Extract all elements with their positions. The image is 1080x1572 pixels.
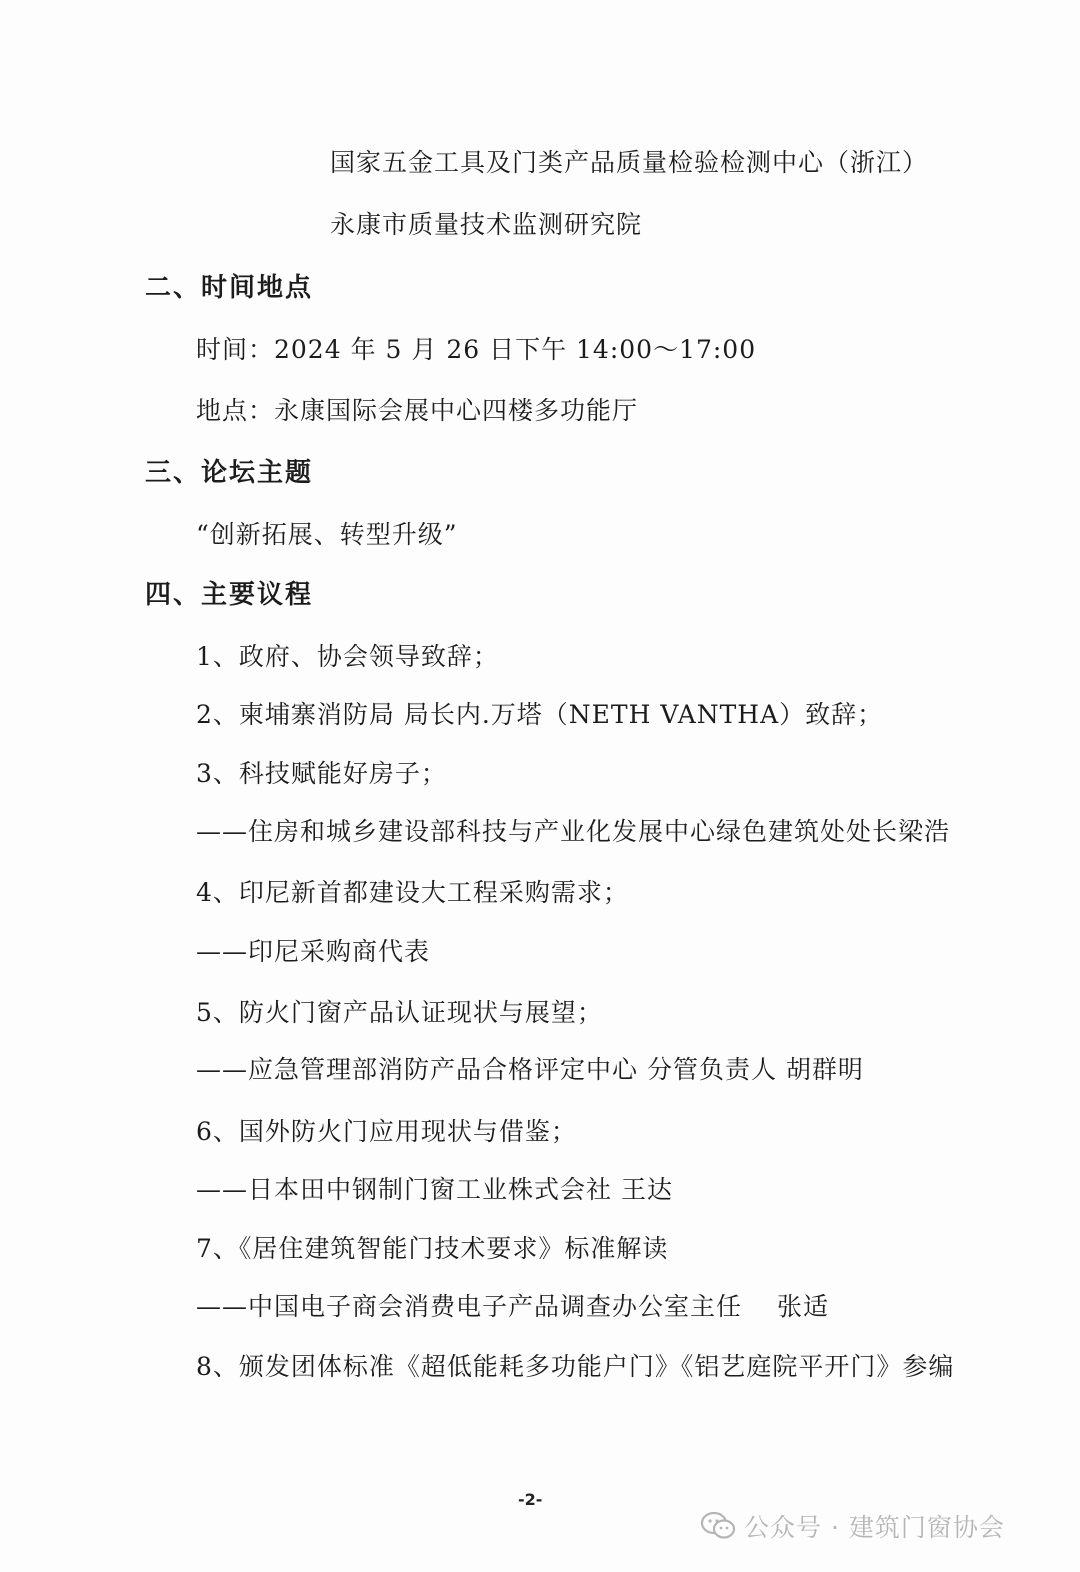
agenda-speaker: ——印尼采购商代表 <box>196 937 431 966</box>
agenda-speaker: ——住房和城乡建设部科技与产业化发展中心绿色建筑处处长梁浩 <box>196 817 951 846</box>
wechat-icon <box>700 1511 736 1541</box>
agenda-item: 6、国外防火门应用现状与借鉴； <box>196 1117 577 1146</box>
section-heading-theme: 三、论坛主题 <box>145 458 314 488</box>
agenda-item: 2、柬埔寨消防局 局长内.万塔（NETH VANTHA）致辞； <box>196 700 884 729</box>
event-place: 地点：永康国际会展中心四楼多功能厅 <box>196 396 639 425</box>
agenda-item: 7、《居住建筑智能门技术要求》标准解读 <box>196 1234 669 1263</box>
agenda-speaker: ——应急管理部消防产品合格评定中心 分管负责人 胡群明 <box>196 1055 864 1084</box>
event-time: 时间：2024 年 5 月 26 日下午 14:00～17:00 <box>196 335 757 364</box>
watermark-text: 公众号 · 建筑门窗协会 <box>744 1513 1005 1542</box>
agenda-item: 3、科技赋能好房子； <box>196 759 447 788</box>
section-heading-agenda: 四、主要议程 <box>145 580 314 610</box>
forum-theme: “创新拓展、转型升级” <box>196 520 458 549</box>
organizer-line-2: 永康市质量技术监测研究院 <box>330 210 643 239</box>
agenda-speaker: ——中国电子商会消费电子产品调查办公室主任 张适 <box>196 1292 829 1321</box>
watermark <box>700 1506 1005 1546</box>
agenda-item: 5、防火门窗产品认证现状与展望； <box>196 998 603 1027</box>
agenda-item: 8、颁发团体标准《超低能耗多功能户门》《铝艺庭院平开门》参编 <box>196 1352 955 1381</box>
agenda-item: 1、政府、协会领导致辞； <box>196 642 499 671</box>
agenda-item: 4、印尼新首都建设大工程采购需求； <box>196 878 629 907</box>
organizer-line-1: 国家五金工具及门类产品质量检验检测中心（浙江） <box>330 148 929 177</box>
agenda-speaker: ——日本田中钢制门窗工业株式会社 王达 <box>196 1175 673 1204</box>
page-number: -2- <box>518 1490 543 1509</box>
section-heading-time-place: 二、时间地点 <box>145 273 314 303</box>
